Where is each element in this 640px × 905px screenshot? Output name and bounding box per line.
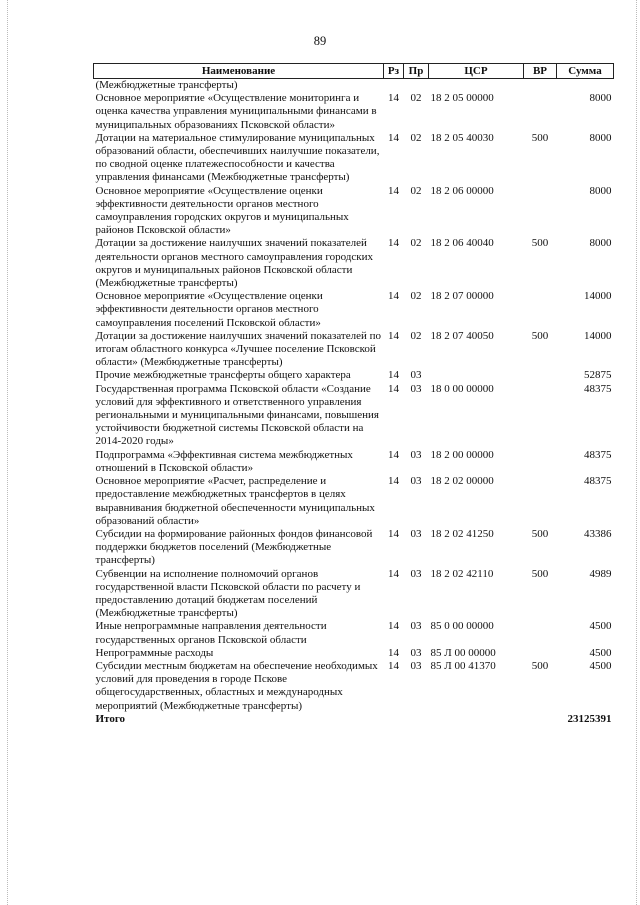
header-sum: Сумма (557, 64, 614, 79)
cell-sum: 8000 (589, 92, 612, 105)
cell-pr (404, 79, 429, 93)
cell-rz: 14 (388, 131, 399, 144)
cell-rz: 14 (388, 646, 399, 659)
table-row (94, 92, 614, 132)
cell-rz: 14 (388, 475, 399, 488)
total-row (94, 713, 614, 726)
cell-csr (429, 79, 524, 93)
cell-sum: 43386 (584, 527, 612, 540)
page-number: 89 (313, 34, 327, 48)
cell-sum: 48375 (584, 475, 612, 488)
cell-pr: 03 (410, 448, 422, 461)
table-row (94, 132, 614, 185)
table-row (94, 330, 614, 370)
table-row (94, 237, 614, 290)
cell-pr: 02 (410, 329, 422, 342)
table-row (94, 528, 614, 568)
cell-sum: 8000 (589, 131, 612, 144)
cell-rz (384, 79, 404, 93)
cell-sum: 4989 (589, 567, 612, 580)
header-name: Наименование (94, 64, 384, 79)
header-vr: ВР (524, 64, 557, 79)
cell-name: Дотации на материальное стимулирование муниципальных образований области, обеспечивших наилучшие показатели, по сводной оценке платежеспособности и качества управления финансами (Межбюджетные трансферты) (95, 131, 380, 184)
table-row (94, 383, 614, 449)
cell-sum: 8000 (589, 184, 612, 197)
cell-csr: 18 2 02 00000 (430, 475, 494, 488)
cell-csr: 18 2 06 00000 (430, 184, 494, 197)
header-rz: Рз (384, 64, 404, 79)
cell-pr: 02 (410, 237, 422, 250)
cell-name: Непрограммные расходы (95, 646, 214, 659)
cell-vr (524, 475, 557, 528)
left-page-edge (7, 0, 8, 905)
cell-vr (524, 620, 557, 646)
cell-rz: 14 (388, 448, 399, 461)
cell-csr (429, 369, 524, 382)
cell-name: Дотации за достижение наилучших значений показателей деятельности органов местного самоуправления городских округов и муниципальных районов Псковской области (Межбюджетные трансферты) (95, 237, 373, 290)
cell-rz: 14 (388, 237, 399, 250)
cell-pr: 03 (410, 659, 422, 672)
cell-name: Прочие межбюджетные трансферты общего характера (95, 369, 351, 382)
table-row (94, 620, 614, 646)
cell-vr: 500 (531, 527, 549, 540)
cell-pr: 03 (410, 369, 422, 382)
table-row (94, 449, 614, 475)
cell-csr: 18 0 00 00000 (430, 382, 494, 395)
cell-name: Субсидии на формирование районных фондов финансовой поддержки бюджетов поселений (Межбюджетные трансферты) (95, 527, 373, 567)
cell-rz: 14 (388, 369, 399, 382)
cell-name: Дотации за достижение наилучших значений показателей по итогам областного конкурса «Лучшее поселение Псковской области» (Межбюджетные трансферты) (95, 329, 382, 369)
table-row (94, 660, 614, 713)
cell-pr: 03 (410, 475, 422, 488)
cell-name: Основное мероприятие «Осуществление оценки эффективности деятельности органов местного самоуправления городских округов и муниципальных районов Псковской области» (95, 184, 349, 237)
cell-csr: 18 2 07 40050 (430, 329, 494, 342)
right-page-edge (636, 0, 637, 905)
cell-name: Основное мероприятие «Осуществление мониторинга и оценка качества управления муниципальными финансами в муниципальных образованиях Псковской области» (95, 92, 377, 131)
cell-vr (524, 185, 557, 238)
cell-sum: 52875 (584, 369, 612, 382)
cell-csr: 85 Л 00 41370 (430, 659, 496, 672)
cell-vr (524, 79, 557, 93)
cell-sum: 14000 (584, 329, 612, 342)
cell-rz: 14 (388, 329, 399, 342)
cell-pr: 02 (410, 184, 422, 197)
cell-pr: 02 (410, 131, 422, 144)
cell-sum: 14000 (584, 290, 612, 303)
cell-vr: 500 (531, 567, 549, 580)
cell-rz: 14 (388, 184, 399, 197)
cell-vr (524, 369, 557, 382)
cell-pr: 03 (410, 527, 422, 540)
total-label: Итого (95, 712, 126, 725)
cell-pr: 02 (410, 92, 422, 105)
cell-name: (Межбюджетные трансферты) (95, 79, 238, 91)
cell-sum: 48375 (584, 382, 612, 395)
cell-vr: 500 (531, 659, 549, 672)
cell-name: Субвенции на исполнение полномочий органов государственной власти Псковской области по расчету и предоставлению дотаций бюджетам поселений (Межбюджетные трансферты) (95, 567, 361, 620)
cell-csr: 18 2 07 00000 (430, 290, 494, 303)
cell-csr: 18 2 00 00000 (430, 448, 494, 461)
cell-csr: 18 2 05 00000 (430, 92, 494, 105)
header-csr: ЦСР (429, 64, 524, 79)
table-row (94, 185, 614, 238)
cell-rz: 14 (388, 567, 399, 580)
cell-sum: 4500 (589, 659, 612, 672)
cell-vr: 500 (531, 237, 549, 250)
table-row (94, 79, 614, 93)
total-sum: 23125391 (567, 712, 612, 725)
table-body (94, 79, 614, 713)
cell-name: Основное мероприятие «Осуществление оценки эффективности деятельности органов местного самоуправления поселений Псковской области» (95, 290, 323, 329)
cell-csr: 18 2 06 40040 (430, 237, 494, 250)
table-row (94, 475, 614, 528)
cell-name: Иные непрограммные направления деятельности государственных органов Псковской области (95, 620, 327, 646)
cell-csr: 18 2 02 42110 (430, 567, 494, 580)
cell-rz: 14 (388, 620, 399, 633)
table-row (94, 647, 614, 660)
cell-vr (524, 383, 557, 449)
cell-sum: 4500 (589, 620, 612, 633)
cell-csr: 18 2 05 40030 (430, 131, 494, 144)
cell-vr (524, 290, 557, 330)
cell-pr: 03 (410, 620, 422, 633)
cell-pr: 03 (410, 382, 422, 395)
cell-name: Подпрограмма «Эффективная система межбюджетных отношений в Псковской области» (95, 448, 353, 474)
cell-rz: 14 (388, 92, 399, 105)
cell-rz: 14 (388, 290, 399, 303)
table-row (94, 369, 614, 382)
table-row (94, 568, 614, 621)
cell-vr: 500 (531, 131, 549, 144)
cell-sum: 48375 (584, 448, 612, 461)
cell-name: Субсидии местным бюджетам на обеспечение необходимых условий для проведения в городе Пскове общегосударственных, областных и международных мероприятий (Межбюджетные трансферты) (95, 659, 378, 712)
cell-csr: 85 0 00 00000 (430, 620, 494, 633)
cell-vr (524, 92, 557, 132)
cell-name: Основное мероприятие «Расчет, распределение и предоставление межбюджетных трансфертов в целях выравнивания бюджетной обеспеченности муниципальных образований области» (95, 475, 375, 527)
cell-pr: 03 (410, 646, 422, 659)
table-header-row (94, 64, 614, 79)
cell-vr (524, 449, 557, 475)
cell-rz: 14 (388, 659, 399, 672)
cell-sum (557, 79, 614, 93)
cell-sum: 4500 (589, 646, 612, 659)
cell-name: Государственная программа Псковской области «Создание условий для эффективного и ответственного управления региональными и муниципальными финансами, повышения устойчивости бюджетной системы Псковской области на 2014-2020 годы» (95, 382, 379, 448)
cell-vr: 500 (531, 329, 549, 342)
cell-rz: 14 (388, 382, 399, 395)
cell-csr: 85 Л 00 00000 (430, 646, 496, 659)
budget-table (93, 63, 614, 726)
cell-rz: 14 (388, 527, 399, 540)
cell-pr: 02 (410, 290, 422, 303)
cell-sum: 8000 (589, 237, 612, 250)
cell-pr: 03 (410, 567, 422, 580)
table-row (94, 290, 614, 330)
cell-csr: 18 2 02 41250 (430, 527, 494, 540)
cell-vr (524, 647, 557, 660)
header-pr: Пр (404, 64, 429, 79)
